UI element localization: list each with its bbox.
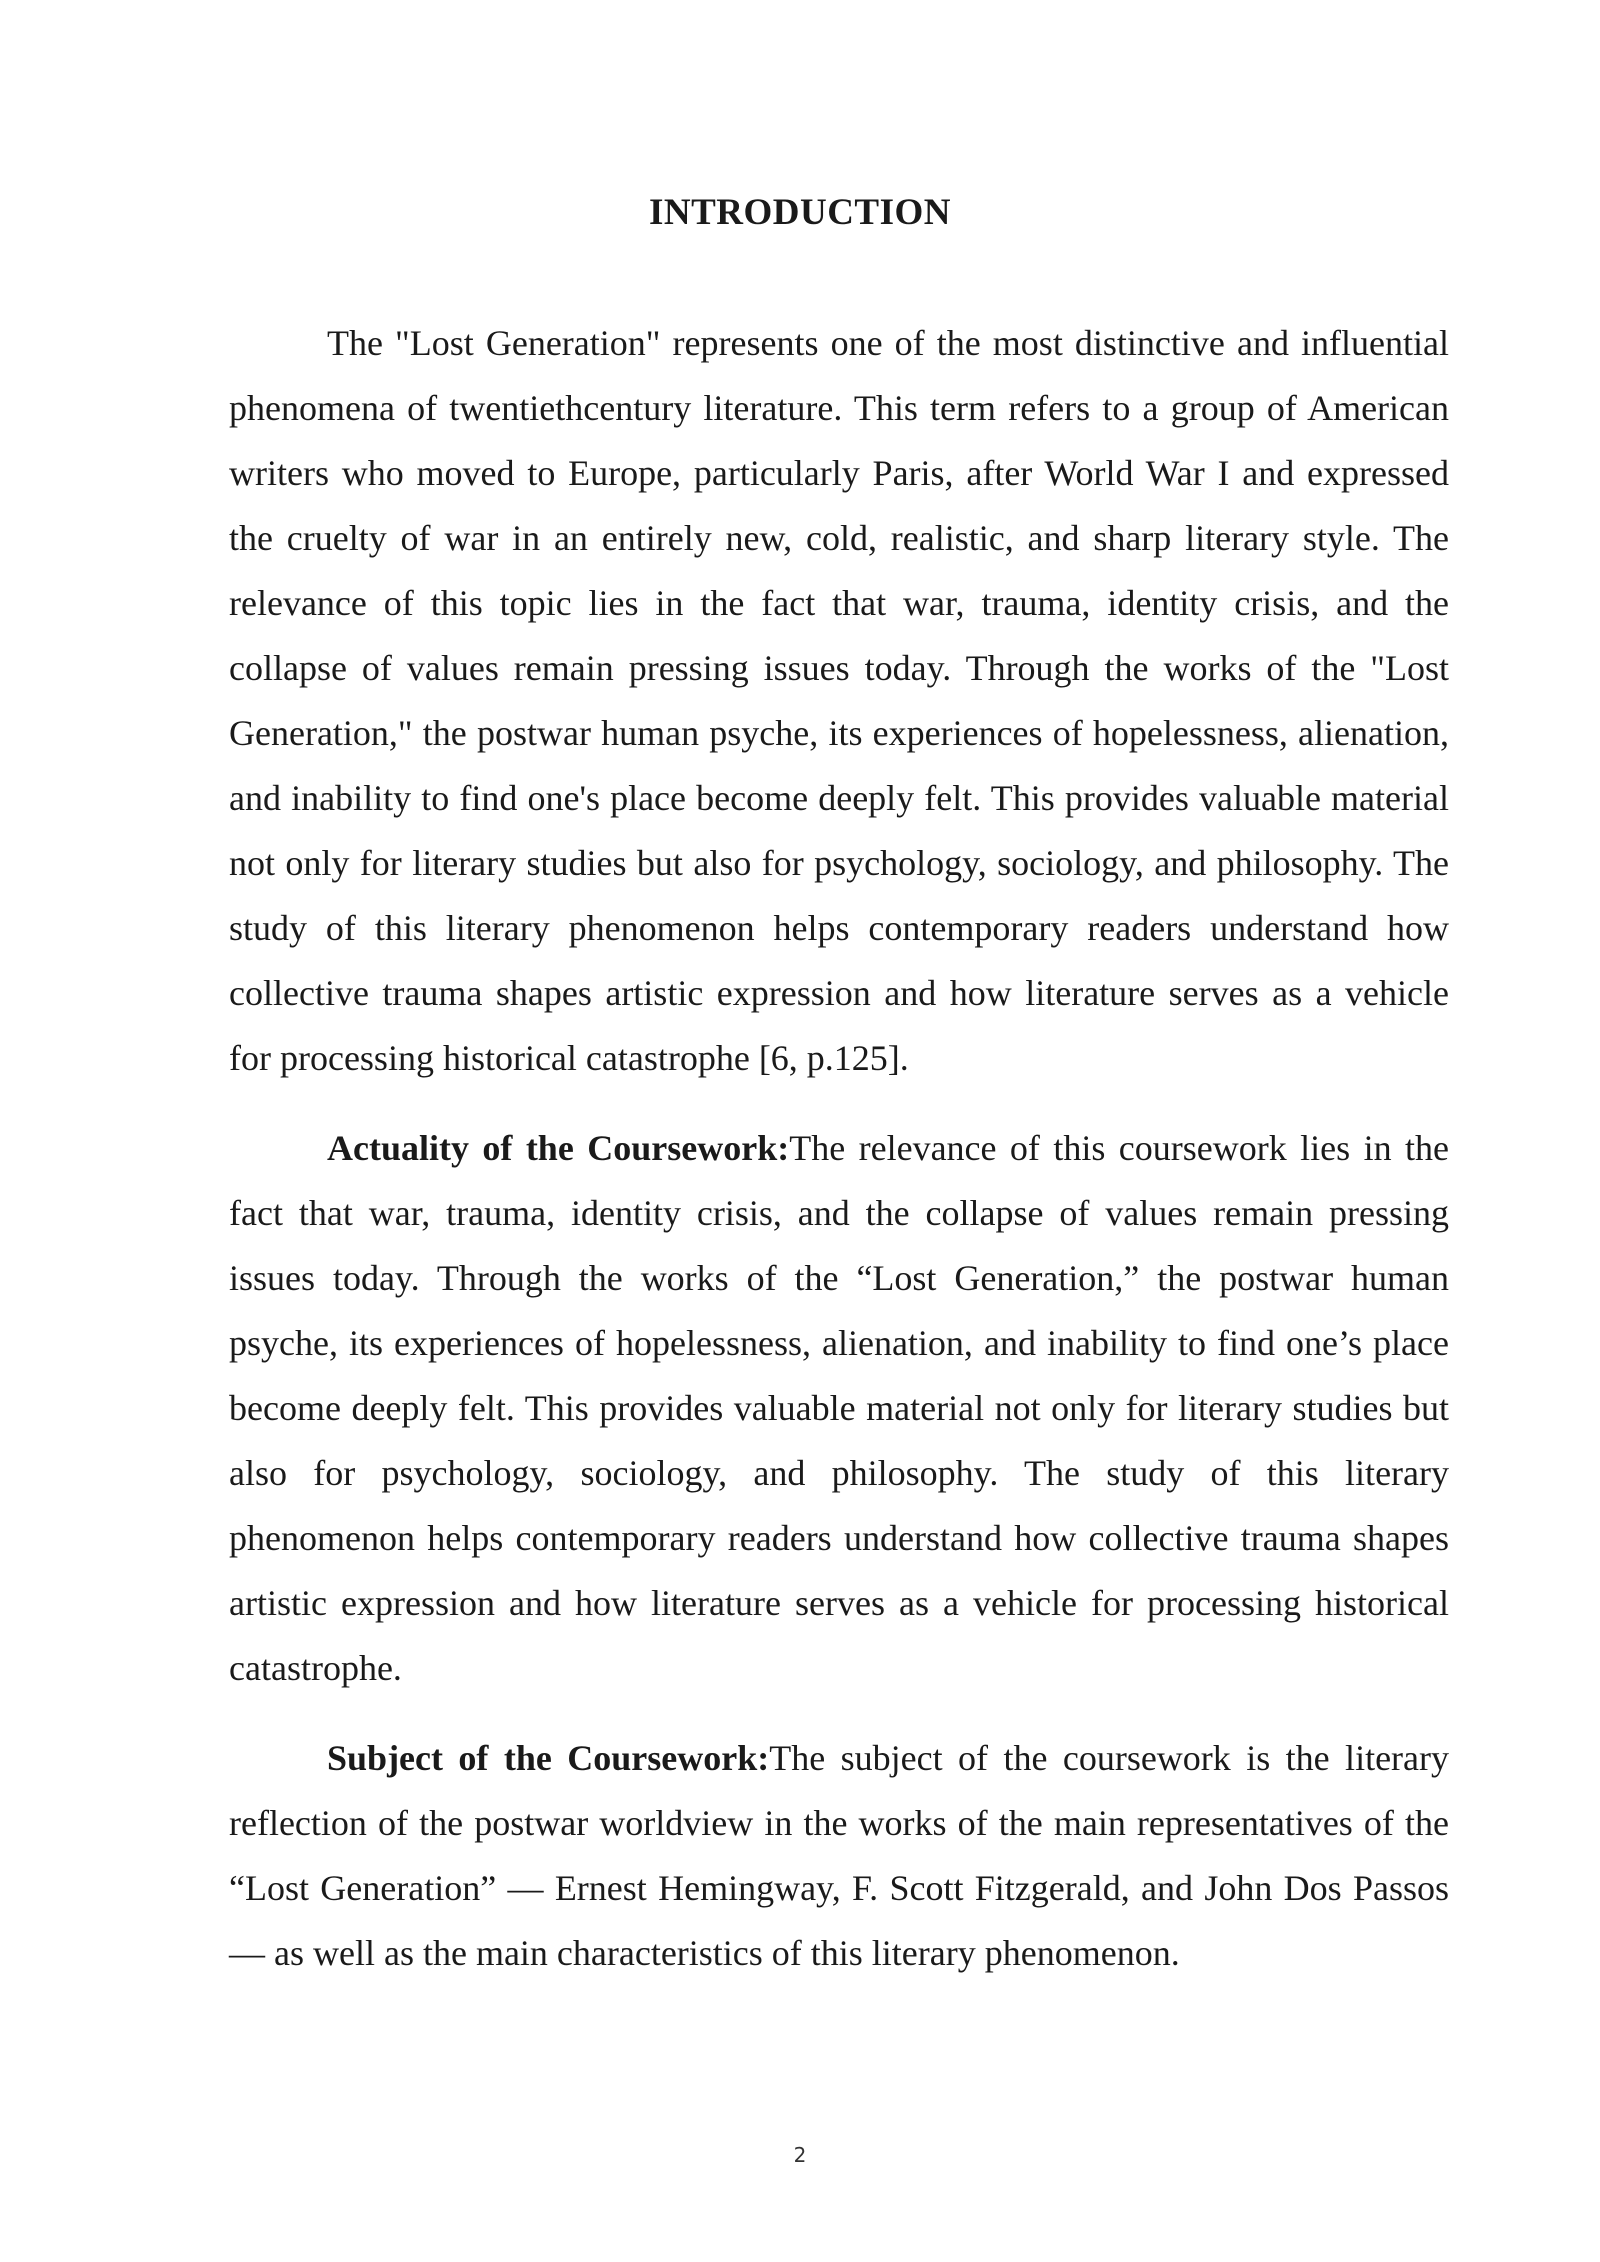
page-number: 2	[793, 2143, 807, 2167]
paragraph-text: The "Lost Generation" represents one of the most distinctive and influential phenomena of twentiethcentury literature. This term refers to a group of American writers who moved to Europe, particularly Paris, after World War I and expressed the cruelty of war in an entirely new, cold, realistic, and sharp literary style. The relevance of this topic lies in the fact that war, trauma, identity crisis, and the collapse of values remain pressing issues today. Through the works of the "Lost Generation," the postwar human psyche, its experiences of hopelessness, alienation, and inability to find one's place become deeply felt. This provides valuable material not only for literary studies but also for psychology, sociology, and philosophy. The study of this literary phenomenon helps contemporary readers understand how collective trauma shapes artistic expression and how literature serves as a vehicle for processing historical catastrophe [6, p.125].	[229, 323, 1449, 1078]
section-heading: INTRODUCTION	[648, 192, 952, 233]
paragraph-text: The subject of the coursework is the literary reflection of the postwar worldview in the works of the main representatives of the “Lost Generation” — Ernest Hemingway, F. Scott Fitzgerald, and John Dos Passos — as well as the main characteristics of this literary phenomenon.	[229, 1738, 1450, 1973]
paragraph-lead: Actuality of the Coursework:	[327, 1128, 790, 1168]
paragraph-relevance	[229, 311, 1449, 1091]
body-text	[229, 311, 1449, 1986]
paragraph-text: The relevance of this coursework lies in the fact that war, trauma, identity crisis, and the collapse of values remain pressing issues today. Through the works of the “Lost Generation,” the postwar human psyche, its experiences of hopelessness, alienation, and inability to find one’s place become deeply felt. This provides valuable material not only for literary studies but also for psychology, sociology, and philosophy. The study of this literary phenomenon helps contemporary readers understand how collective trauma shapes artistic expression and how literature serves as a vehicle for processing historical catastrophe.	[229, 1128, 1449, 1688]
paragraph-actuality	[229, 1116, 1449, 1701]
paragraph-subject	[229, 1726, 1449, 1986]
paragraph-lead: Subject of the Coursework:	[327, 1738, 770, 1778]
